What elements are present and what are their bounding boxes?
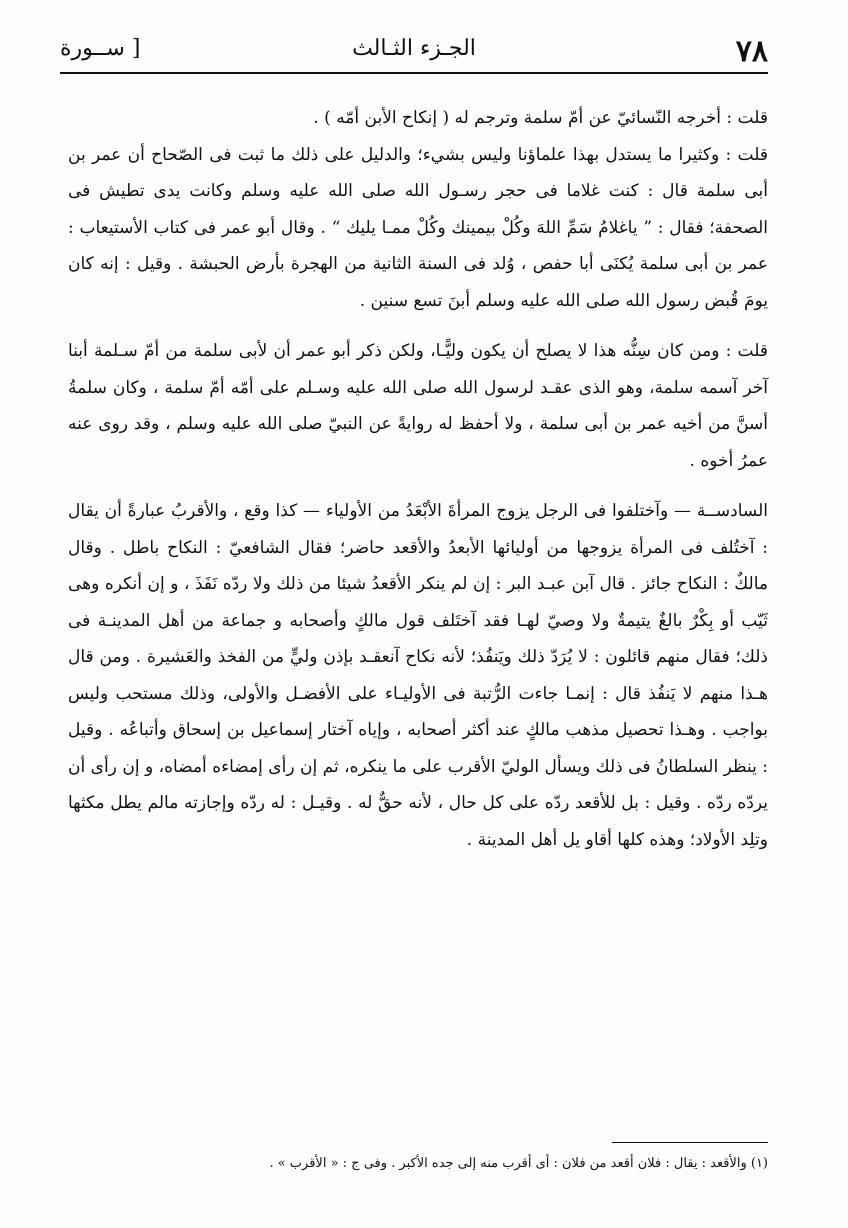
paragraph-salama: قلت : ومن كان سِنُّه هذا لا يصلح أن يكون وليًّـا، ولكن ذكر أبو عمر أن لأبى سلمة من أمّ سـلمة أبنا آخر آسمه سلمة، وهو الذى عقـد لرسول الله صلى الله عليه وسـلم على أمّه أمّ سلمة ، وكان سلمةُ أسنَّ من أخيه عمر بن أبى سلمة ، ولا أحفظ له روايةً عن النبيّ صلى الله عليه وسلم ، وقد روى عنه عمرُ أخوه . xyxy=(68,341,768,471)
paragraph-umar-ibn-abi-salama: قلت : وكثيرا ما يستدل بهذا علماؤنا وليس بشيء؛ والدليل على ذلك ما ثبت فى الصّحاح أن عمر بن أبى سلمة قال : كنت غلاما فى حجر رسـول الله صلى الله عليه وسلم وكانت يدى تطيش فى الصحفة؛ فقال : ” ياغلامُ سَمِّ اللهَ وكُلْ بيمينك وكُلْ ممـا يليك “ . وقال أبو عمر فى كتاب الأستيعاب : عمر بن أبى سلمة يُكنَى أبا حفص ، وُلد فى السنة الثانية من الهجرة بأرض الحبشة . وقيل : إنه كان يومَ قُبض رسول الله صلى الله عليه وسلم أبنَ تسع سنين . xyxy=(68,144,768,311)
paragraph-sixth-issue: السادســة — وآختلفوا فى الرجل يزوج المرأةَ الأبْعَدُ من الأولياء — كذا وقع ، والأقربُ عبارةً أن يقال : آختُلف فى المرأة يزوجها من أوليائها الأبعدُ والأقعد حاضر؛ فقال الشافعيّ : النكاح باطل . وقال مالكٌ : النكاح جائز . قال آبن عبـد البر : إن لم ينكر الأقعدُ شيئا من ذلك ولا ردّه نَفَذَ ، و إن أنكره وهى ثَيّب أو بِكْرٌ بالغٌ يتيمةٌ ولا وصيّ لهـا فقد آختَلف قول مالكٍ وأصحابه و جماعة من أهل المدينـة فى ذلك؛ فقال منهم قائلون : لا يُرَدّ ذلك ويَنفُذ؛ لأنه نكاح آنعقـد بإذن وليٍّ من الفخذ والعَشيرة . ومن قال هـذا منهم لا يَنفُذ قال : إنمـا جاءت الرُّتبة فى الأوليـاء على الأفضـل والأولى، وذلك مستحب وليس بواجب . وهـذا تحصيل مذهب مالكٍ عند أكثر أصحابه ، وإياه آختار إسماعيل بن إسحاق وأتباعُه . وقيل : ينظر السلطانُ فى ذلك ويسأل الوليّ الأقرب على ما ينكره، ثم إن رأى إمضاءه أمضاه، و إن رأى أن يردّه ردّه . وقيل : بل للأقعد ردّه على كل حال ، لأنه حقٌّ له . وقيـل : له ردّه وإجازته مالم يطل مكثها وتلِد الأولاد؛ وهذه كلها أقاو يل أهل المدينة . xyxy=(68,501,768,850)
footnote-divider xyxy=(612,1142,768,1143)
paragraph-nasai: قلت : أخرجه النّسائيّ عن أمّ سلمة وترجم له ( إنكاح الأبن أمّه ) . xyxy=(313,108,768,128)
page-number: ٧٨ xyxy=(735,34,768,69)
footnote: (١) والأقعد : يقال : فلان أقعد من فلان : أى أقرب منه إلى جده الأكبر . وفى ج : « الأقرب » . xyxy=(269,1156,768,1171)
page-header xyxy=(60,30,768,74)
running-title: الجـزء الثـالث xyxy=(352,36,476,61)
body-text xyxy=(68,100,768,858)
surah-label: [ ســورة xyxy=(60,36,141,61)
